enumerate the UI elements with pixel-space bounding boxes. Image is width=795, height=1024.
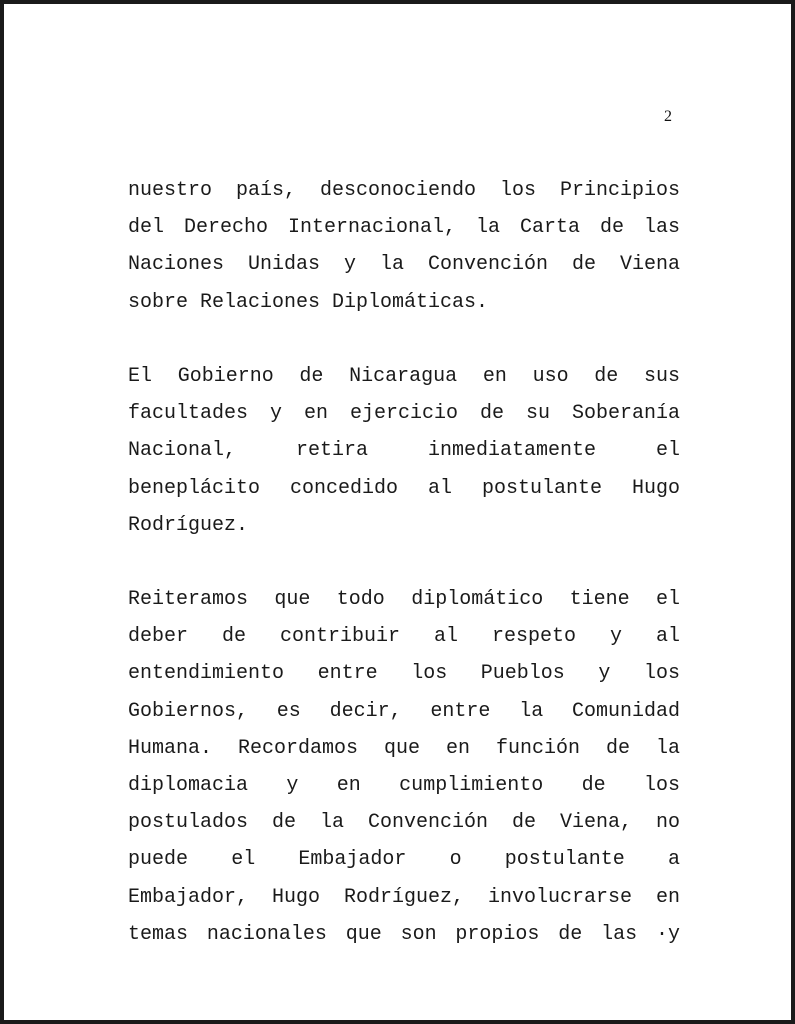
text-line: El Gobierno de Nicaragua en uso de sus <box>128 365 680 388</box>
paragraph-1 <box>128 172 680 321</box>
page-number: 2 <box>664 108 672 125</box>
text-line: facultades y en ejercicio de su Soberanía <box>128 402 680 426</box>
text-line: Reiteramos que todo diplomático tiene el <box>128 588 680 611</box>
text-line: sobre Relaciones Diplomáticas. <box>128 290 489 314</box>
text-line: puede el Embajador o postulante a <box>128 848 680 872</box>
text-line: Embajador, Hugo Rodríguez, involucrarse en <box>128 885 680 909</box>
text-line: entendimiento entre los Pueblos y los <box>128 662 680 686</box>
text-line: Rodríguez. <box>128 513 249 537</box>
text-line: nuestro país, desconociendo los Principios <box>128 179 680 202</box>
text-line: Naciones Unidas y la Convención de Viena <box>128 253 680 277</box>
text-line: temas nacionales que son propios de las ·y <box>128 922 680 946</box>
text-line: beneplácito concedido al postulante Hugo <box>128 476 680 500</box>
text-line: postulados de la Convención de Viena, no <box>128 811 680 835</box>
text-line: Humana. Recordamos que en función de la <box>128 736 680 760</box>
paragraph-3 <box>128 581 680 953</box>
text-line: Gobiernos, es decir, entre la Comunidad <box>128 699 680 723</box>
document-page <box>4 4 791 1020</box>
paragraph-2 <box>128 358 680 544</box>
text-line: diplomacia y en cumplimiento de los <box>128 773 680 797</box>
text-line: deber de contribuir al respeto y al <box>128 625 680 649</box>
text-line: del Derecho Internacional, la Carta de las <box>128 216 680 240</box>
text-line: Nacional, retira inmediatamente el <box>128 439 680 463</box>
